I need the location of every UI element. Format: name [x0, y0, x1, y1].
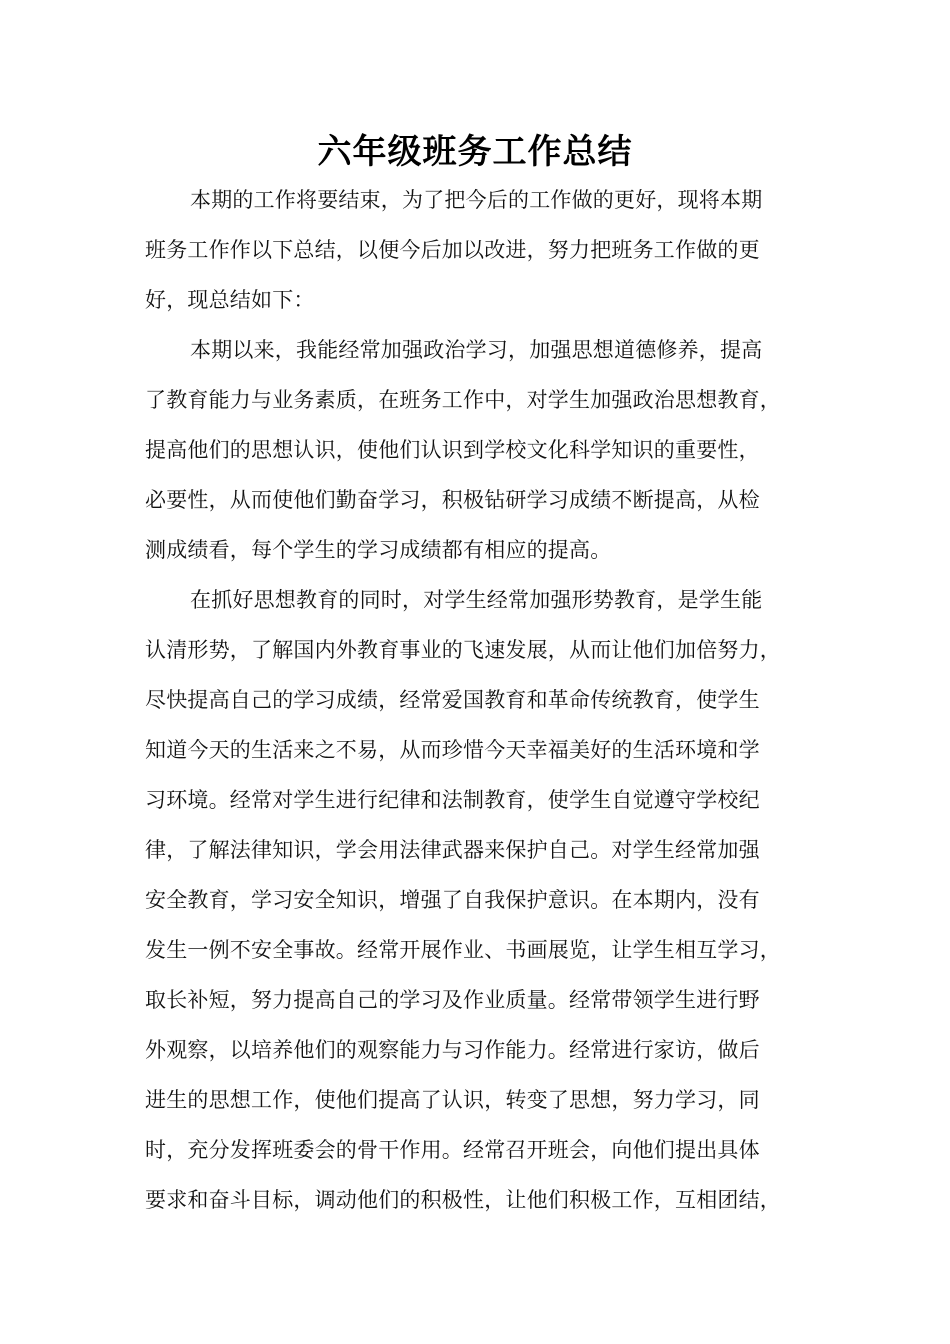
text-line: 取长补短，努力提高自己的学习及作业质量。经常带领学生进行野	[145, 988, 760, 1012]
text-line: 律，了解法律知识，学会用法律武器来保护自己。对学生经常加强	[145, 838, 760, 862]
text-line: 好，现总结如下：	[145, 288, 315, 312]
text-line: 测成绩看，每个学生的学习成绩都有相应的提高。	[145, 538, 612, 562]
text-line: 认清形势，了解国内外教育事业的飞速发展，从而让他们加倍努力，	[145, 638, 781, 662]
text-line: 本期的工作将要结束，为了把今后的工作做的更好，现将本期	[190, 188, 763, 212]
text-line: 知道今天的生活来之不易，从而珍惜今天幸福美好的生活环境和学	[145, 738, 760, 762]
text-line: 时，充分发挥班委会的骨干作用。经常召开班会，向他们提出具体	[145, 1138, 760, 1162]
text-line: 了教育能力与业务素质，在班务工作中，对学生加强政治思想教育，	[145, 388, 781, 412]
text-line: 必要性，从而使他们勤奋学习，积极钻研学习成绩不断提高，从检	[145, 488, 760, 512]
document-title: 六年级班务工作总结	[317, 132, 633, 172]
text-line: 安全教育，学习安全知识，增强了自我保护意识。在本期内，没有	[145, 888, 760, 912]
text-line: 班务工作作以下总结，以便今后加以改进，努力把班务工作做的更	[145, 238, 760, 262]
text-line: 尽快提高自己的学习成绩，经常爱国教育和革命传统教育，使学生	[145, 688, 760, 712]
text-line: 进生的思想工作，使他们提高了认识，转变了思想，努力学习，同	[145, 1088, 760, 1112]
text-line: 习环境。经常对学生进行纪律和法制教育，使学生自觉遵守学校纪	[145, 788, 760, 812]
text-line: 在抓好思想教育的同时，对学生经常加强形势教育，是学生能	[190, 588, 763, 612]
text-line: 本期以来，我能经常加强政治学习，加强思想道德修养，提高	[190, 338, 763, 362]
text-line: 发生一例不安全事故。经常开展作业、书画展览，让学生相互学习，	[145, 938, 781, 962]
text-line: 要求和奋斗目标，调动他们的积极性，让他们积极工作，互相团结，	[145, 1188, 781, 1212]
text-line: 提高他们的思想认识，使他们认识到学校文化科学知识的重要性，	[145, 438, 760, 462]
text-line: 外观察，以培养他们的观察能力与习作能力。经常进行家访，做后	[145, 1038, 760, 1062]
